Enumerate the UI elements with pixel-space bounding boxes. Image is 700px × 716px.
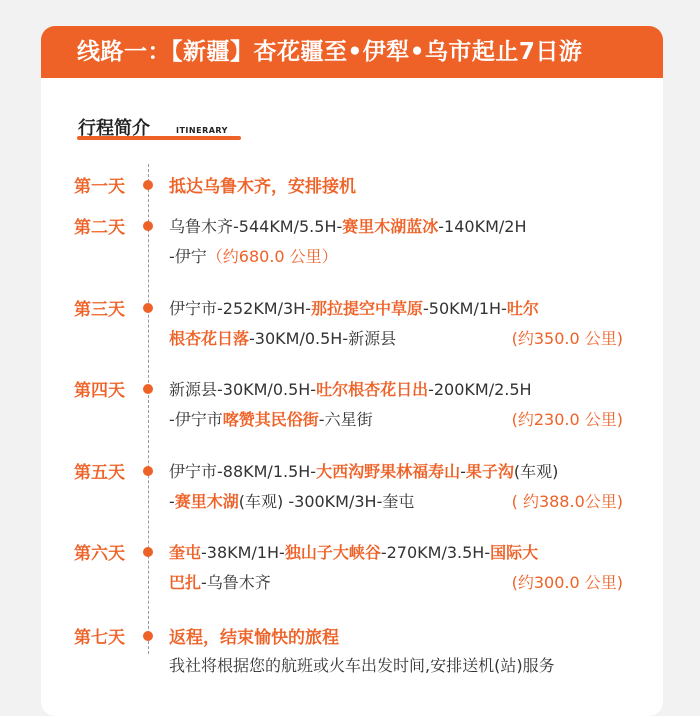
route-highlight: 大西沟野果林福寿山	[316, 462, 461, 481]
timeline-dot	[143, 466, 153, 476]
route-text: -	[169, 492, 175, 511]
route-text: -六星街	[318, 410, 373, 429]
route-text: -200KM/2.5H	[428, 380, 532, 399]
route-text: 伊宁市-252KM/3H-	[169, 299, 311, 318]
route-highlight: 喀赞其民俗街	[222, 410, 319, 429]
day-route-line-2	[169, 407, 373, 430]
distance-note: （约680.0 公里）	[206, 247, 338, 266]
route-highlight: 吐尔	[506, 299, 539, 318]
route-text: 乌鲁木齐-544KM/5.5H-	[169, 217, 343, 236]
route-highlight: 巴扎	[169, 573, 202, 592]
day-title: 抵达乌鲁木齐，安排接机	[169, 177, 356, 197]
route-text: 新源县-30KM/0.5H-	[169, 380, 317, 399]
day-label: 第五天	[74, 463, 125, 483]
route-highlight: 吐尔根杏花日出	[316, 380, 429, 399]
timeline-dot	[143, 221, 153, 231]
timeline-line	[148, 164, 149, 654]
route-text: -乌鲁木齐	[201, 573, 271, 592]
route-text: 伊宁市-88KM/1.5H-	[169, 462, 317, 481]
day-route-line-2	[169, 570, 271, 593]
timeline-dot	[143, 631, 153, 641]
day-label: 第三天	[74, 300, 125, 320]
day-label: 第七天	[74, 628, 125, 648]
distance-note: (约230.0 公里)	[511, 410, 623, 429]
timeline-dot	[143, 180, 153, 190]
day-route-line-1	[169, 459, 558, 482]
section-title: 行程简介	[78, 118, 150, 139]
day-label: 第四天	[74, 381, 125, 401]
day-route-line-1	[169, 214, 527, 237]
route-title-banner: 线路一：【新疆】杏花疆至•伊犁•乌市起止7日游	[41, 26, 663, 78]
day-route-line-1	[169, 540, 538, 563]
route-text: (车观) -300KM/3H-奎屯	[238, 492, 415, 511]
route-text: -38KM/1H-	[201, 543, 285, 562]
day-label: 第六天	[74, 544, 125, 564]
day-route-line-2	[169, 244, 338, 267]
day-route-line-1	[169, 296, 539, 319]
timeline-dot	[143, 547, 153, 557]
day-route-line-1	[169, 377, 532, 400]
route-highlight: 赛里木湖	[174, 492, 239, 511]
day-route-line-2	[169, 326, 396, 349]
section-subtitle: ITINERARY	[176, 126, 228, 135]
timeline-dot	[143, 384, 153, 394]
day-title: 返程，结束愉快的旅程	[169, 628, 339, 648]
route-highlight: 那拉提空中草原	[311, 299, 424, 318]
distance-note: (约300.0 公里)	[511, 573, 623, 592]
route-text: -50KM/1H-	[423, 299, 507, 318]
route-highlight: 赛里木湖蓝冰	[342, 217, 439, 236]
day-route-line-2	[169, 489, 414, 512]
distance-note: ( 约388.0公里)	[511, 492, 623, 511]
route-text: -伊宁市	[169, 410, 223, 429]
distance-note: (约350.0 公里)	[511, 329, 623, 348]
day-label: 第一天	[74, 177, 125, 197]
day-label: 第二天	[74, 218, 125, 238]
route-text: -140KM/2H	[438, 217, 527, 236]
itinerary-card	[41, 26, 663, 716]
route-highlight: 果子沟	[465, 462, 514, 481]
route-text: -270KM/3.5H-	[380, 543, 491, 562]
route-highlight: 国际大	[490, 543, 539, 562]
route-highlight: 独山子大峡谷	[284, 543, 381, 562]
timeline-dot	[143, 303, 153, 313]
route-text: -伊宁	[169, 247, 207, 266]
route-text: -	[460, 462, 466, 481]
route-highlight: 奎屯	[169, 543, 202, 562]
route-text: -30KM/0.5H-新源县	[249, 329, 397, 348]
day-route-line-2: 我社将根据您的航班或火车出发时间,安排送机(站)服务	[169, 656, 555, 675]
route-text: (车观)	[513, 462, 559, 481]
route-highlight: 根杏花日落	[169, 329, 250, 348]
